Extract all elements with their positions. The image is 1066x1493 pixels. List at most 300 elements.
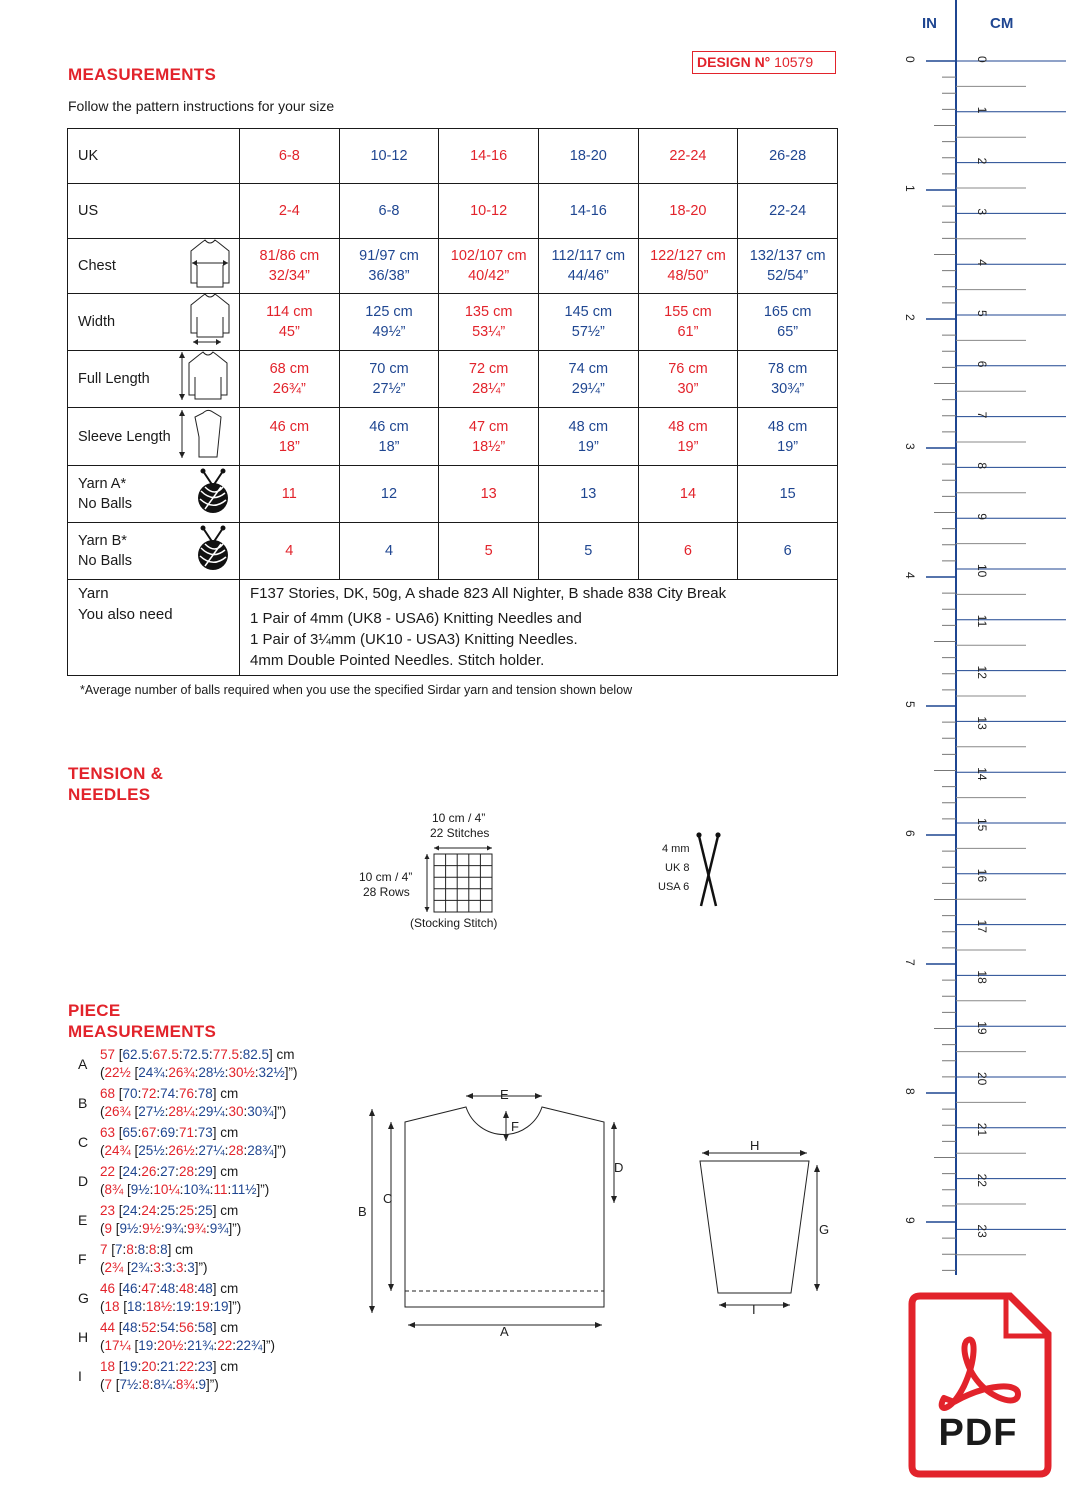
measurement-row xyxy=(68,129,838,184)
row-label-text: Chest xyxy=(78,258,116,274)
piece-in-value: 25½ xyxy=(138,1143,165,1158)
separator: : xyxy=(224,1104,229,1119)
piece-cm-first: 18 xyxy=(100,1359,116,1374)
piece-in-first: 18 xyxy=(104,1299,120,1314)
piece-cm-line xyxy=(100,1203,238,1218)
sleeve-piece-diagram xyxy=(690,1135,840,1325)
yarn-requirements-row xyxy=(68,580,838,676)
bracket: [ xyxy=(112,1377,120,1392)
diagram-label-g: G xyxy=(819,1222,830,1237)
piece-in-first: 9 xyxy=(104,1221,113,1236)
measurement-row xyxy=(68,351,838,408)
piece-inch-line xyxy=(100,1299,241,1314)
piece-letter: B xyxy=(78,1095,88,1111)
separator: : xyxy=(205,1221,210,1236)
separator: : xyxy=(137,1320,142,1335)
measurement-row xyxy=(68,466,838,523)
piece-in-value: 9½ xyxy=(130,1182,150,1197)
row-label xyxy=(68,408,240,466)
bracket: ]”) xyxy=(228,1221,242,1236)
size-cell xyxy=(738,294,838,351)
size-value: 18” xyxy=(278,438,300,455)
piece-unit: ] cm xyxy=(212,1164,239,1179)
piece-cm-value: 47 xyxy=(141,1281,157,1296)
row-label xyxy=(68,466,240,523)
needle-size-uk: UK 8 xyxy=(665,862,690,874)
cm-number: 13 xyxy=(975,716,989,730)
ruler-cm-label: CM xyxy=(990,15,1014,32)
measurement-row xyxy=(68,294,838,351)
needed-item: 1 Pair of 4mm (UK8 - USA6) Knitting Needles and xyxy=(250,610,582,627)
separator: : xyxy=(137,1086,142,1101)
also-need-label: You also need xyxy=(78,606,173,623)
piece-in-first: 17¼ xyxy=(104,1338,131,1353)
size-cell xyxy=(538,294,638,351)
size-value: 26-28 xyxy=(769,148,807,164)
piece-in-first: 8¾ xyxy=(104,1182,124,1197)
cm-number: 10 xyxy=(975,564,989,578)
separator: : xyxy=(224,1065,229,1080)
piece-cm-line xyxy=(100,1047,295,1062)
separator: : xyxy=(183,1260,188,1275)
design-label: DESIGN N° xyxy=(697,54,771,70)
size-value: 45” xyxy=(278,324,300,340)
piece-in-value: 9½ xyxy=(119,1221,139,1236)
inch-number: 2 xyxy=(903,314,917,321)
piece-unit: ] cm xyxy=(212,1281,239,1296)
piece-cm-value: 28 xyxy=(178,1164,194,1179)
piece-in-value: 26¾ xyxy=(168,1065,195,1080)
separator: : xyxy=(243,1143,248,1158)
size-value: 122/127 cm xyxy=(650,248,726,264)
piece-cm-value: 74 xyxy=(160,1086,176,1101)
piece-in-value: 8¾ xyxy=(175,1377,195,1392)
bracket: [ xyxy=(107,1242,116,1257)
tension-heading-line1: TENSION & xyxy=(68,764,164,783)
cm-number: 19 xyxy=(975,1021,989,1035)
piece-in-value: 22 xyxy=(217,1338,233,1353)
tension-rows: 28 Rows xyxy=(363,885,410,899)
piece-measurement xyxy=(78,1163,358,1202)
size-value: 10-12 xyxy=(370,148,408,164)
size-value: 19” xyxy=(777,438,799,455)
pdf-download-badge[interactable] xyxy=(902,1290,1054,1478)
separator: : xyxy=(179,1182,184,1197)
piece-cm-line xyxy=(100,1164,238,1179)
cm-number: 9 xyxy=(975,513,989,520)
piece-in-value: 28¼ xyxy=(168,1104,195,1119)
separator: : xyxy=(224,1143,229,1158)
piece-unit: ] cm xyxy=(212,1203,239,1218)
size-cell xyxy=(240,523,340,580)
piece-in-value: 28 xyxy=(228,1143,244,1158)
separator: : xyxy=(172,1377,176,1392)
row-label-text: Sleeve Length xyxy=(78,428,171,445)
size-cell xyxy=(738,408,838,466)
size-value: 114 cm xyxy=(266,304,313,320)
piece-inch-line xyxy=(100,1260,207,1275)
inch-number: 3 xyxy=(903,443,917,450)
measurement-row xyxy=(68,523,838,580)
tension-heading-line2: NEEDLES xyxy=(68,785,151,804)
piece-cm-value: 48 xyxy=(178,1281,194,1296)
piece-in-value: 3 xyxy=(153,1260,161,1275)
piece-in-value: 8 xyxy=(142,1377,150,1392)
piece-cm-value: 7 xyxy=(115,1242,123,1257)
separator: : xyxy=(172,1260,176,1275)
size-value: 61” xyxy=(677,324,699,340)
row-label-text: UK xyxy=(78,148,99,164)
separator: : xyxy=(194,1065,199,1080)
separator: : xyxy=(149,1377,154,1392)
cm-number: 4 xyxy=(975,259,989,266)
piece-cm-value: 82.5 xyxy=(242,1047,270,1062)
size-value: 18½” xyxy=(472,438,506,455)
size-value: 40/42” xyxy=(468,268,510,284)
piece-measurement xyxy=(78,1280,358,1319)
size-cell xyxy=(439,466,539,523)
piece-cm-value: 56 xyxy=(178,1320,194,1335)
tension-grid-icon xyxy=(420,844,510,914)
size-value: 91/97 cm xyxy=(359,248,419,264)
size-value: 145 cm xyxy=(564,304,613,320)
size-value: 48 cm xyxy=(767,418,808,435)
piece-cm-value: 23 xyxy=(197,1359,213,1374)
piece-letter: I xyxy=(78,1368,82,1384)
piece-cm-value: 8 xyxy=(137,1242,146,1257)
bracket: [ xyxy=(119,1299,128,1314)
cm-number: 5 xyxy=(975,310,989,317)
piece-in-value: 22¾ xyxy=(235,1338,263,1353)
row-label xyxy=(68,294,240,351)
size-cell xyxy=(638,523,738,580)
piece-in-value: 8¼ xyxy=(153,1377,173,1392)
separator: : xyxy=(160,1260,165,1275)
yarn-ball-icon xyxy=(193,524,233,578)
piece-unit: ] cm xyxy=(269,1047,295,1062)
piece-cm-value: 25 xyxy=(197,1203,213,1218)
size-cell xyxy=(240,466,340,523)
separator: : xyxy=(243,1104,248,1119)
separator: : xyxy=(156,1203,161,1218)
size-cell xyxy=(538,466,638,523)
size-value: 14 xyxy=(679,486,697,502)
size-value: 18-20 xyxy=(569,148,607,164)
size-cell xyxy=(339,351,439,408)
separator: : xyxy=(193,1281,198,1296)
piece-cm-value: 48 xyxy=(197,1281,213,1296)
size-value: 47 cm xyxy=(468,418,509,435)
size-value: 135 cm xyxy=(464,304,513,320)
bracket: ]”) xyxy=(194,1260,208,1275)
size-value: 68 cm xyxy=(269,361,310,377)
measurement-row xyxy=(68,184,838,239)
row-label xyxy=(68,523,240,580)
bracket: ]”) xyxy=(273,1104,287,1119)
piece-heading-line2: MEASUREMENTS xyxy=(68,1022,217,1041)
separator: : xyxy=(156,1125,161,1140)
size-value: 72 cm xyxy=(468,361,509,377)
bracket: [ xyxy=(115,1164,123,1179)
piece-in-value: 28½ xyxy=(198,1065,225,1080)
separator: : xyxy=(175,1359,179,1374)
piece-heading xyxy=(68,1000,216,1042)
size-cell xyxy=(439,523,539,580)
size-cell xyxy=(439,184,539,239)
diagram-label-c: C xyxy=(383,1191,393,1206)
size-value: 19” xyxy=(677,438,699,455)
size-cell xyxy=(638,408,738,466)
size-value: 5 xyxy=(584,543,593,559)
piece-in-value: 21¾ xyxy=(187,1338,214,1353)
size-cell xyxy=(339,184,439,239)
separator: : xyxy=(175,1086,179,1101)
row-label-text: Width xyxy=(78,314,116,330)
separator: : xyxy=(149,1182,154,1197)
bracket: ( xyxy=(100,1221,105,1236)
separator: : xyxy=(183,1338,188,1353)
piece-in-value: 9¾ xyxy=(164,1221,184,1236)
piece-cm-value: 26 xyxy=(141,1164,157,1179)
measurement-row xyxy=(68,239,838,294)
size-cell xyxy=(738,129,838,184)
piece-inch-line xyxy=(100,1182,269,1197)
size-cell xyxy=(638,239,738,294)
separator: : xyxy=(164,1065,169,1080)
separator: : xyxy=(238,1047,243,1062)
separator: : xyxy=(183,1221,188,1236)
separator: : xyxy=(193,1086,198,1101)
bracket: [ xyxy=(130,1104,139,1119)
piece-in-value: 18 xyxy=(127,1299,143,1314)
piece-in-value: 29¼ xyxy=(198,1104,225,1119)
piece-cm-value: 72 xyxy=(141,1086,157,1101)
bracket: [ xyxy=(115,1203,123,1218)
piece-cm-value: 71 xyxy=(178,1125,194,1140)
size-cell xyxy=(439,351,539,408)
diagram-label-e: E xyxy=(500,1087,509,1102)
diagram-label-a: A xyxy=(500,1324,509,1339)
measurement-row xyxy=(68,408,838,466)
piece-cm-first: 23 xyxy=(100,1203,116,1218)
separator: : xyxy=(194,1377,199,1392)
cm-number: 17 xyxy=(975,919,989,933)
size-cell xyxy=(638,129,738,184)
size-value: 46 cm xyxy=(369,418,409,435)
piece-cm-line xyxy=(100,1359,238,1374)
separator: : xyxy=(193,1203,198,1218)
size-value: 49½” xyxy=(372,324,406,340)
size-cell xyxy=(638,294,738,351)
bracket: [ xyxy=(112,1221,120,1236)
size-value: 6-8 xyxy=(278,148,300,164)
size-value: 155 cm xyxy=(664,304,712,320)
size-value: 70 cm xyxy=(369,361,409,377)
size-value: 12 xyxy=(380,486,398,502)
size-cell xyxy=(339,523,439,580)
size-cell xyxy=(339,129,439,184)
bracket: ]”) xyxy=(228,1299,242,1314)
size-cell xyxy=(339,239,439,294)
piece-in-value: 9½ xyxy=(142,1221,161,1236)
size-cell xyxy=(638,184,738,239)
size-value: 19” xyxy=(577,438,599,455)
size-cell xyxy=(240,239,340,294)
size-value: 78 cm xyxy=(767,361,808,377)
piece-letter: C xyxy=(78,1134,89,1150)
size-cell xyxy=(738,184,838,239)
needed-item: 1 Pair of 3¼mm (UK10 - USA3) Knitting Needles. xyxy=(250,631,578,648)
piece-letter: D xyxy=(78,1173,89,1189)
piece-inch-line xyxy=(100,1338,275,1353)
separator: : xyxy=(232,1338,236,1353)
piece-letter: H xyxy=(78,1329,89,1345)
size-value: 18” xyxy=(378,438,400,455)
separator: : xyxy=(138,1377,143,1392)
piece-cm-value: 24 xyxy=(141,1203,157,1218)
needle-size-usa: USA 6 xyxy=(658,881,690,893)
bracket: [ xyxy=(130,1338,139,1353)
piece-in-first: 26¾ xyxy=(104,1104,131,1119)
piece-cm-value: 25 xyxy=(160,1203,176,1218)
piece-unit: ] cm xyxy=(212,1320,239,1335)
ruler-in-label: IN xyxy=(922,15,937,32)
piece-cm-first: 68 xyxy=(100,1086,116,1101)
size-cell xyxy=(240,294,340,351)
piece-cm-value: 21 xyxy=(160,1359,176,1374)
bracket: ( xyxy=(100,1299,105,1314)
piece-cm-line xyxy=(100,1281,238,1296)
piece-inch-line xyxy=(100,1221,241,1236)
piece-cm-value: 65 xyxy=(122,1125,138,1140)
piece-in-value: 11 xyxy=(213,1182,228,1197)
tension-width-label: 10 cm / 4” xyxy=(432,811,486,825)
separator: : xyxy=(175,1320,179,1335)
bracket: [ xyxy=(115,1086,123,1101)
measurements-table xyxy=(67,128,838,676)
piece-in-value: 32½ xyxy=(258,1065,285,1080)
cm-number: 6 xyxy=(975,360,989,368)
bracket: [ xyxy=(115,1281,123,1296)
row-label-text: Yarn B* xyxy=(78,533,127,549)
row-label xyxy=(68,129,240,184)
cm-number: 3 xyxy=(975,208,989,216)
piece-cm-value: 29 xyxy=(197,1164,213,1179)
piece-in-value: 27¼ xyxy=(198,1143,225,1158)
piece-cm-value: 76 xyxy=(178,1086,194,1101)
separator: : xyxy=(175,1164,179,1179)
size-cell xyxy=(538,239,638,294)
piece-in-value: 10¾ xyxy=(183,1182,210,1197)
piece-cm-value: 27 xyxy=(160,1164,176,1179)
cm-number: 22 xyxy=(975,1173,989,1187)
measuring-ruler xyxy=(900,0,1066,1280)
piece-measurement xyxy=(78,1241,358,1280)
piece-in-value: 3 xyxy=(164,1260,173,1275)
piece-cm-value: 77.5 xyxy=(212,1047,239,1062)
piece-letter: A xyxy=(78,1056,88,1072)
piece-cm-value: 73 xyxy=(197,1125,213,1140)
size-value: 6-8 xyxy=(378,203,400,219)
piece-in-value: 9¾ xyxy=(209,1221,229,1236)
separator: : xyxy=(193,1125,198,1140)
size-value: 52/54” xyxy=(767,268,809,284)
bracket: ( xyxy=(100,1143,105,1158)
inch-number: 9 xyxy=(903,1217,917,1224)
size-value: 11 xyxy=(281,486,297,502)
separator: : xyxy=(137,1281,142,1296)
size-value: 46 cm xyxy=(269,418,310,435)
size-cell xyxy=(538,184,638,239)
separator: : xyxy=(213,1338,218,1353)
piece-cm-first: 44 xyxy=(100,1320,116,1335)
piece-in-value: 10¼ xyxy=(153,1182,180,1197)
piece-cm-value: 48 xyxy=(122,1320,138,1335)
size-value: 14-16 xyxy=(569,203,607,219)
bracket: [ xyxy=(123,1182,131,1197)
piece-in-value: 18½ xyxy=(145,1299,173,1314)
yarn-label: Yarn xyxy=(78,585,109,602)
piece-measurement xyxy=(78,1202,358,1241)
piece-cm-line xyxy=(100,1086,238,1101)
size-value: 4 xyxy=(285,543,294,559)
size-cell xyxy=(738,466,838,523)
size-cell xyxy=(339,294,439,351)
size-value: 29¼” xyxy=(571,381,605,397)
yarn-value: F137 Stories, DK, 50g, A shade 823 All Nighter, B shade 838 City Break xyxy=(250,585,727,602)
piece-inch-line xyxy=(100,1377,219,1392)
separator: : xyxy=(156,1359,161,1374)
piece-unit: ] cm xyxy=(212,1125,239,1140)
row-label xyxy=(68,351,240,408)
size-cell xyxy=(439,129,539,184)
piece-cm-value: 24 xyxy=(122,1164,138,1179)
piece-cm-value: 54 xyxy=(160,1320,176,1335)
piece-in-value: 19 xyxy=(175,1299,191,1314)
row-label-subtext: No Balls xyxy=(78,496,132,512)
size-value: 28¼” xyxy=(472,381,506,397)
piece-cm-value: 52 xyxy=(141,1320,157,1335)
piece-in-value: 30½ xyxy=(228,1065,255,1080)
piece-cm-value: 24 xyxy=(122,1203,138,1218)
piece-cm-value: 70 xyxy=(122,1086,138,1101)
size-cell xyxy=(240,351,340,408)
piece-letter: F xyxy=(78,1251,87,1267)
separator: : xyxy=(137,1359,142,1374)
bracket: ]”) xyxy=(284,1065,298,1080)
tension-diagram xyxy=(340,808,760,938)
design-number-box xyxy=(692,51,836,74)
separator: : xyxy=(208,1047,213,1062)
piece-in-first: 2¾ xyxy=(104,1260,124,1275)
bracket: [ xyxy=(115,1047,123,1062)
size-cell xyxy=(638,466,738,523)
piece-in-value: 20½ xyxy=(157,1338,184,1353)
size-value: 165 cm xyxy=(763,304,812,320)
size-cell xyxy=(339,408,439,466)
piece-inch-line xyxy=(100,1143,286,1158)
size-value: 13 xyxy=(480,486,497,502)
separator: : xyxy=(193,1359,198,1374)
separator: : xyxy=(145,1242,149,1257)
piece-cm-first: 46 xyxy=(100,1281,116,1296)
diagram-label-b: B xyxy=(358,1204,367,1219)
piece-cm-value: 8 xyxy=(148,1242,157,1257)
piece-cm-value: 22 xyxy=(178,1359,194,1374)
piece-letter: G xyxy=(78,1290,89,1306)
bracket: ]”) xyxy=(262,1338,276,1353)
piece-in-value: 3 xyxy=(187,1260,195,1275)
